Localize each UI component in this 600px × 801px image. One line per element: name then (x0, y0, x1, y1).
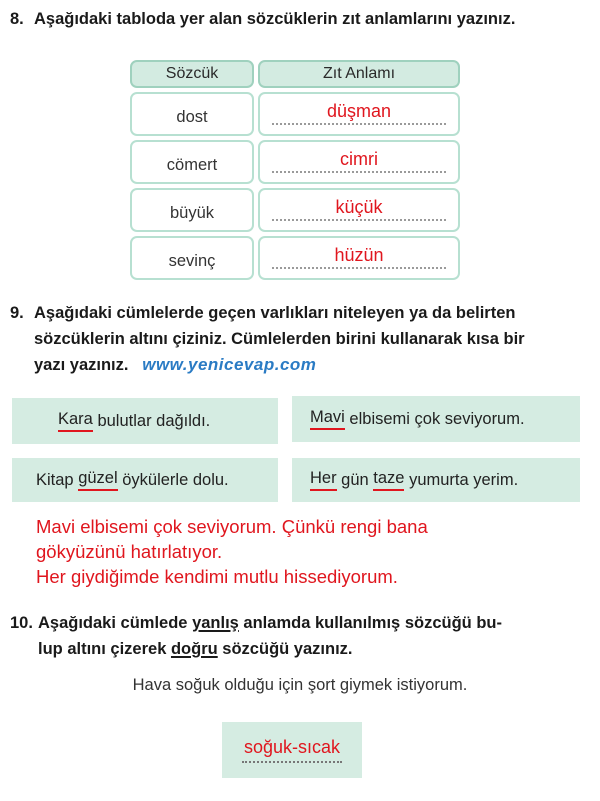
word-text: sevinç (168, 251, 216, 270)
question-9-title (10, 300, 525, 378)
underlined-word: yanlış (192, 614, 239, 632)
dotted-line (272, 267, 446, 269)
table-cell-answer (258, 92, 460, 136)
underlined-word: doğru (170, 640, 218, 658)
word-text: dost (176, 107, 208, 126)
question-text: sözcüğü yazınız. (217, 640, 353, 658)
question-text: Aşağıdaki cümlelerde geçen varlıkları niteleyen ya da belirten (34, 304, 516, 322)
question-number: 10. (10, 614, 33, 632)
dotted-line (272, 123, 446, 125)
table-header-word (130, 60, 254, 88)
sentence-box (12, 398, 278, 444)
table-cell-word (130, 188, 254, 232)
dotted-line (272, 219, 446, 221)
table-cell-word (130, 140, 254, 184)
sentence-text: yumurta yerim. (404, 470, 519, 489)
answer-text: cimri (340, 148, 378, 169)
underlined-word: Mavi (310, 408, 345, 430)
question-line (10, 352, 525, 378)
question-text: yazı yazınız. (34, 356, 129, 374)
question-8-title (10, 6, 515, 32)
header-label: Zıt Anlamı (322, 65, 396, 82)
dotted-line (272, 171, 446, 173)
question-line (10, 610, 502, 636)
question-number: 8. (10, 10, 24, 28)
sentence-text: gün (336, 470, 374, 489)
answer-line: gökyüzünü hatırlatıyor. (36, 541, 223, 562)
table-cell-word (130, 92, 254, 136)
watermark: www.yenicevap.com (142, 355, 317, 374)
answer-box (222, 722, 362, 778)
header-label: Sözcük (165, 65, 219, 82)
question-text: sözcüklerin altını çiziniz. Cümlelerden birini kullanarak kısa bir (34, 330, 525, 348)
question-text: anlamda kullanılmış sözcüğü bu- (238, 614, 502, 632)
sentence-text: bulutlar dağıldı. (92, 411, 211, 430)
table-cell-word (130, 236, 254, 280)
question-text: Aşağıdaki cümlede (38, 614, 193, 632)
question-text: Aşağıdaki tabloda yer alan sözcüklerin zıt anlamlarını yazınız. (34, 10, 516, 28)
sentence-box (292, 458, 580, 502)
sentence-box (292, 396, 580, 442)
word-text: cömert (166, 155, 218, 174)
underlined-word: Her (310, 469, 337, 491)
dotted-line (242, 761, 342, 763)
sentence-text: Kitap (36, 470, 79, 489)
underlined-word: Kara (58, 410, 93, 432)
answer-text: hüzün (334, 244, 384, 265)
sentence-box (12, 458, 278, 502)
handwritten-answer (36, 514, 586, 589)
question-sentence: Hava soğuk olduğu için şort giymek istiyorum. (132, 676, 468, 694)
question-line (10, 636, 502, 662)
question-text: lup altını çizerek (38, 640, 171, 658)
underlined-word: güzel (78, 469, 117, 491)
sentence-text: öykülerle dolu. (117, 470, 229, 489)
question-line (10, 300, 525, 326)
table-cell-answer (258, 188, 460, 232)
table-cell-answer (258, 140, 460, 184)
word-text: büyük (169, 203, 215, 222)
answer-line: Mavi elbisemi çok seviyorum. Çünkü rengi bana (36, 516, 428, 537)
sentence-text: elbisemi çok seviyorum. (344, 409, 525, 428)
answer-text: düşman (326, 100, 392, 121)
question-10-title (10, 610, 502, 662)
question-number: 9. (10, 304, 24, 322)
answer-line: Her giydiğimde kendimi mutlu hissediyorum. (36, 566, 398, 587)
underlined-word: taze (373, 469, 404, 491)
answer-text: küçük (335, 196, 383, 217)
answer-text: soğuk-sıcak (243, 737, 341, 757)
table-cell-answer (258, 236, 460, 280)
table-header-opposite (258, 60, 460, 88)
